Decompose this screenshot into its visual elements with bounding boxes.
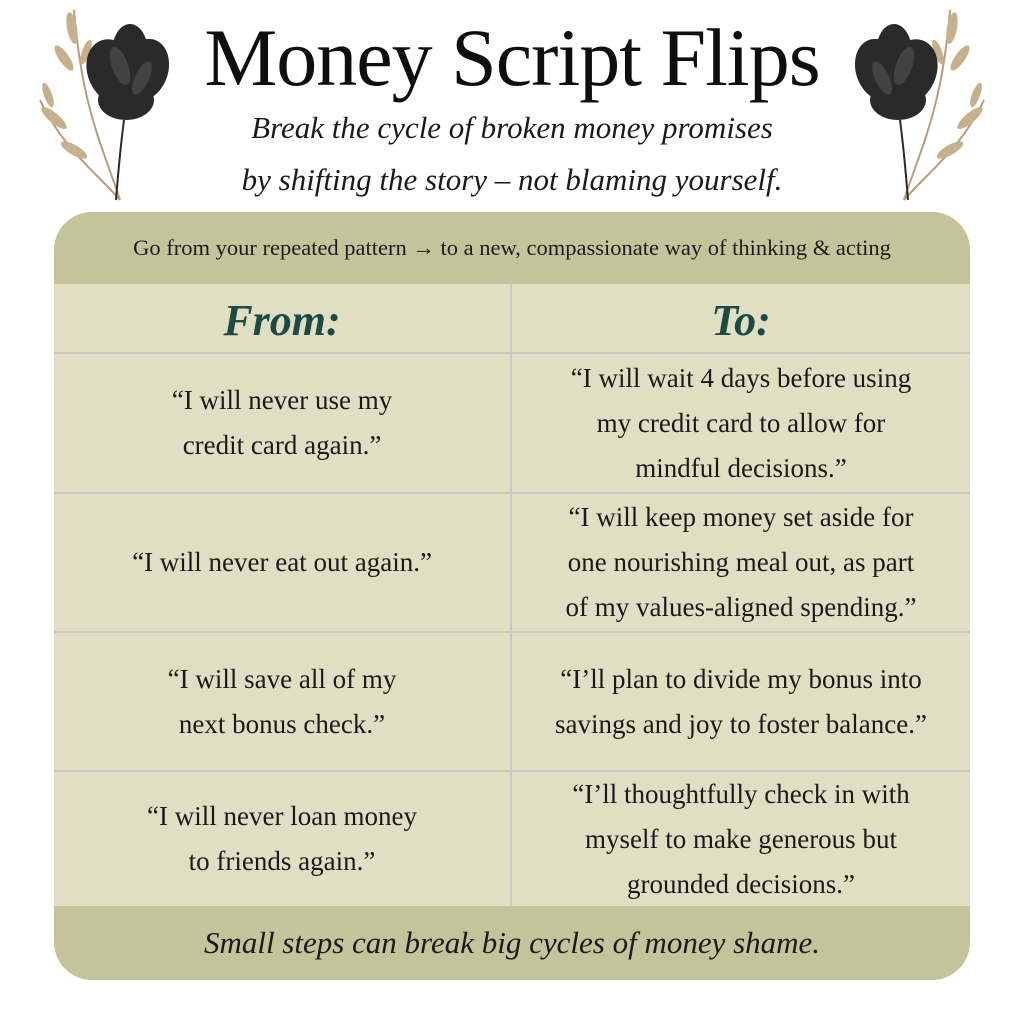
from-text-line: “I will never use my (171, 385, 393, 415)
table-row-4-to (512, 772, 970, 906)
page-title: Money Script Flips (204, 12, 820, 103)
from-text-line: next bonus check.” (178, 708, 386, 739)
to-text-line: of my values-aligned spending.” (565, 592, 917, 622)
from-text-line: to friends again.” (188, 846, 376, 876)
table-row-2-from (54, 494, 510, 631)
from-text-line: “I will never eat out again.” (132, 547, 432, 577)
to-text-line: “I will wait 4 days before using (570, 362, 912, 393)
table-row-3-to (512, 633, 970, 770)
to-text-line: savings and joy to foster balance.” (555, 708, 927, 739)
to-text-line: “I’ll thoughtfully check in with (572, 778, 910, 809)
subtitle-line-1: Break the cycle of broken money promises (251, 110, 773, 145)
from-text-line: “I will never loan money (147, 801, 417, 831)
table-row-1-to (512, 354, 970, 492)
table-row-4-from (54, 772, 510, 906)
to-text-line: “I’ll plan to divide my bonus into (560, 663, 922, 694)
to-text-line: grounded decisions.” (627, 868, 855, 899)
table-row-3-from (54, 633, 510, 770)
from-text-line: credit card again.” (182, 430, 382, 460)
to-text-line: “I will keep money set aside for (568, 502, 914, 532)
to-text-line: my credit card to allow for (596, 407, 886, 438)
from-text-line: “I will save all of my (167, 663, 397, 694)
table-row-1-from (54, 354, 510, 492)
subtitle-line-2: by shifting the story – not blaming yourself. (241, 162, 783, 197)
to-column-header: To: (711, 296, 771, 345)
flips-table-card (54, 212, 970, 980)
to-text-line: mindful decisions.” (635, 452, 847, 483)
to-text-line: one nourishing meal out, as part (567, 547, 915, 577)
table-intro: Go from your repeated pattern → to a new, compassionate way of thinking & acting (54, 212, 970, 284)
footer-message: Small steps can break big cycles of money shame. (54, 906, 970, 980)
table-row-2-to (512, 494, 970, 631)
from-column-header: From: (223, 296, 341, 345)
to-text-line: myself to make generous but (585, 823, 897, 854)
